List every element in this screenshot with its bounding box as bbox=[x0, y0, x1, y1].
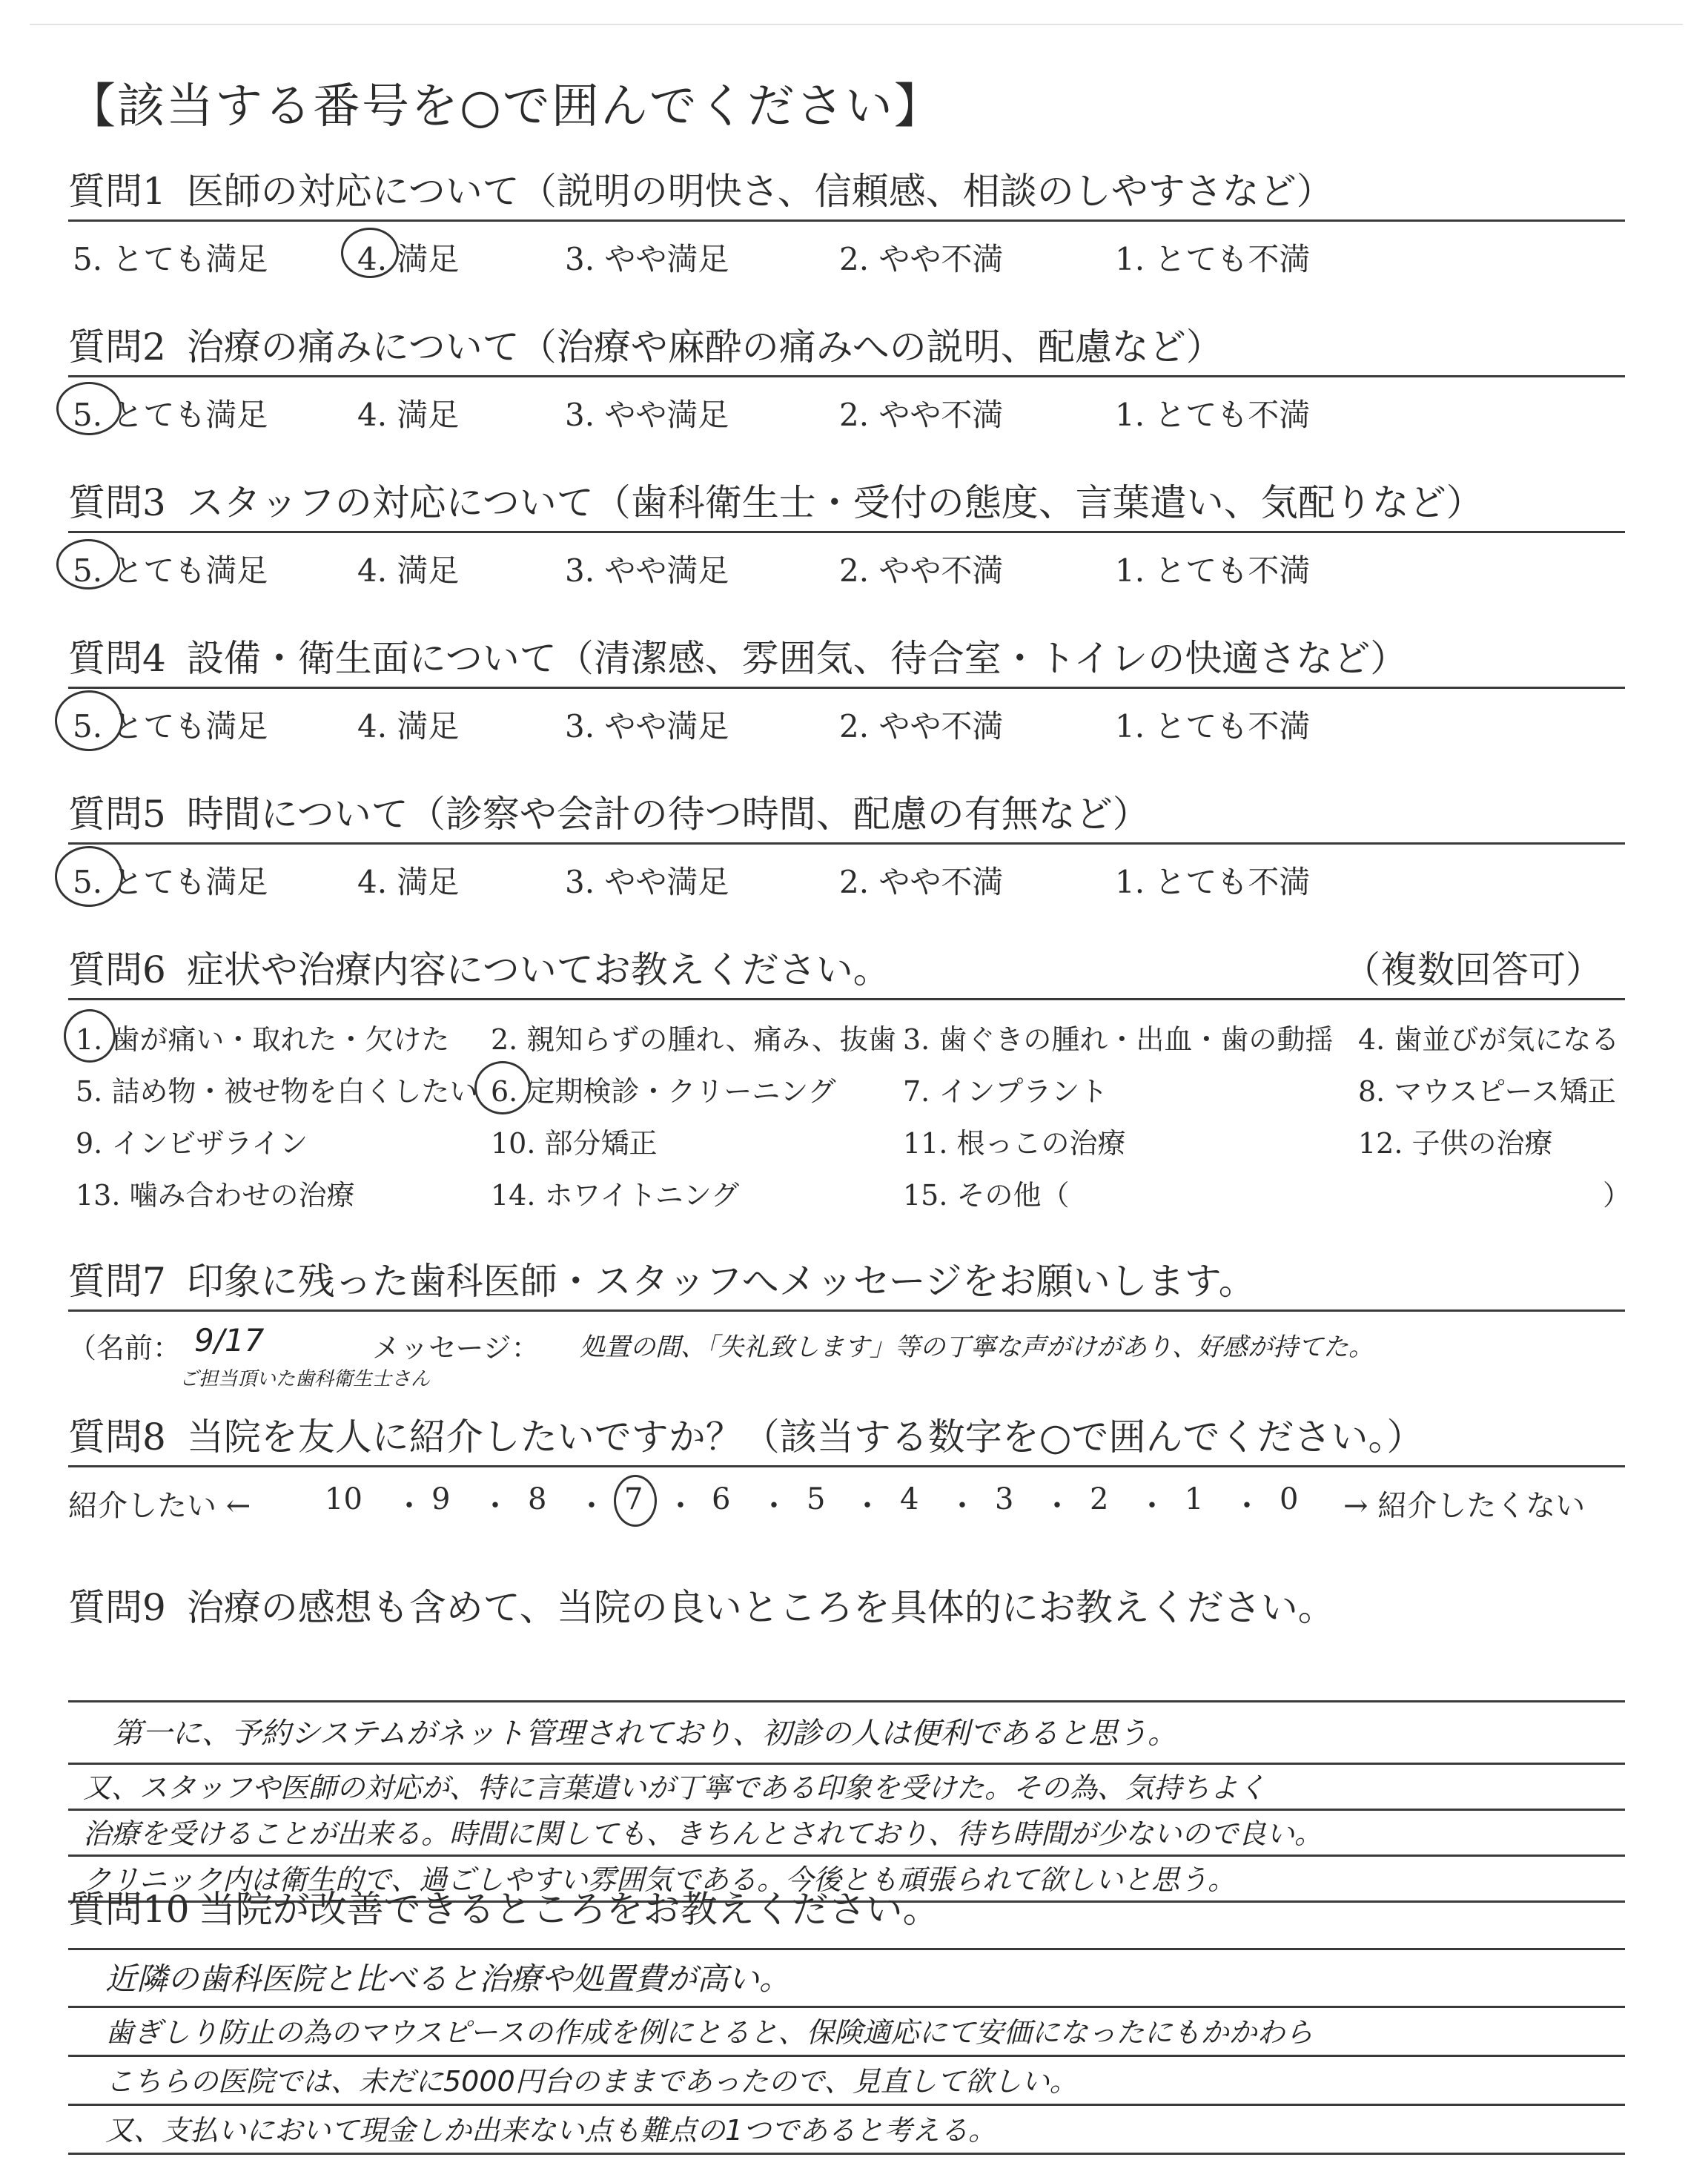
symptom-option-6[interactable]: 6. 定期検診・クリーニング bbox=[491, 1075, 836, 1108]
question-5 bbox=[68, 786, 1625, 904]
top-divider bbox=[30, 24, 1683, 25]
scale-left-label: 紹介したい ← bbox=[68, 1489, 251, 1523]
option-3[interactable]: 3. やや満足 bbox=[565, 552, 729, 589]
answer-line-2[interactable]: 又、スタッフや医師の対応が、特に言葉遣いが丁寧である印象を受けた。その為、気持ちよく bbox=[68, 1765, 1625, 1811]
scale-dot: ・ bbox=[759, 1489, 789, 1523]
scale-dot: ・ bbox=[853, 1489, 882, 1523]
scale-dot: ・ bbox=[480, 1489, 510, 1523]
option-3[interactable]: 3. やや満足 bbox=[565, 241, 729, 277]
scale-5[interactable]: 5 bbox=[807, 1482, 826, 1516]
answer-line-2[interactable]: 歯ぎしり防止の為のマウスピースの作成を例にとると、保険適応にて安価になったにもかかわら bbox=[68, 2008, 1625, 2057]
scale-dot: ・ bbox=[1042, 1489, 1072, 1523]
scale-2[interactable]: 2 bbox=[1090, 1482, 1109, 1516]
option-5[interactable]: 5. とても満足 bbox=[73, 241, 268, 277]
option-2[interactable]: 2. やや不満 bbox=[839, 552, 1004, 589]
option-4[interactable]: 4. 満足 bbox=[357, 708, 460, 744]
option-1[interactable]: 1. とても不満 bbox=[1115, 241, 1311, 277]
answer-lines bbox=[68, 1935, 1625, 2158]
option-4[interactable]: 4. 満足 bbox=[357, 552, 460, 589]
question-9 bbox=[68, 1579, 1625, 1910]
answer-line-1[interactable]: 近隣の歯科医院と比べると治療や処置費が高い。 bbox=[68, 1950, 1625, 2008]
scale-6[interactable]: 6 bbox=[712, 1482, 731, 1516]
answer-line-4[interactable]: クリニック内は衛生的で、過ごしやすい雰囲気である。今後とも頑張られて欲しいと思う。 bbox=[68, 1857, 1625, 1903]
option-2[interactable]: 2. やや不満 bbox=[839, 241, 1004, 277]
recommend-scale bbox=[68, 1467, 1625, 1534]
question-number: 質問5 bbox=[68, 793, 166, 836]
question-1 bbox=[68, 163, 1625, 281]
scale-dot: ・ bbox=[394, 1489, 424, 1523]
page-title: 【該当する番号を○で囲んでください】 bbox=[68, 79, 943, 134]
question-text: 時間について（診察や会計の待つ時間、配慮の有無など） bbox=[186, 793, 1150, 836]
scale-dot: ・ bbox=[947, 1489, 977, 1523]
message-text[interactable]: 処置の間、「失礼致します」等の丁寧な声がけがあり、好感が持てた。 bbox=[580, 1332, 1374, 1362]
scale-7[interactable]: 7 bbox=[624, 1482, 643, 1516]
symptom-option-4[interactable]: 4. 歯並びが気になる bbox=[1358, 1023, 1620, 1056]
scale-dot: ・ bbox=[577, 1489, 606, 1523]
answer-line-1[interactable]: 第一に、予約システムがネット管理されており、初診の人は便利であると思う。 bbox=[68, 1702, 1625, 1765]
question-text: 治療の痛みについて（治療や麻酔の痛みへの説明、配慮など） bbox=[186, 326, 1223, 369]
name-value[interactable]: 9/17 bbox=[194, 1322, 265, 1358]
answer-line-4[interactable]: 又、支払いにおいて現金しか出来ない点も難点の1つであると考える。 bbox=[68, 2106, 1625, 2155]
option-2[interactable]: 2. やや不満 bbox=[839, 864, 1004, 900]
symptom-option-1[interactable]: 1. 歯が痛い・取れた・欠けた bbox=[76, 1023, 450, 1056]
question-text: 印象に残った歯科医師・スタッフへメッセージをお願いします。 bbox=[186, 1260, 1256, 1303]
option-4[interactable]: 4. 満足 bbox=[357, 241, 460, 277]
symptom-option-14[interactable]: 14. ホワイトニング bbox=[491, 1179, 740, 1212]
symptom-option-15[interactable]: 15. その他（ bbox=[903, 1179, 1070, 1212]
question-7 bbox=[68, 1253, 1625, 1390]
option-3[interactable]: 3. やや満足 bbox=[565, 864, 729, 900]
symptom-option-9[interactable]: 9. インビザライン bbox=[76, 1127, 308, 1160]
question-text: 医師の対応について（説明の明快さ、信頼感、相談のしやすさなど） bbox=[186, 170, 1334, 213]
question-text: 当院を友人に紹介したいですか？（該当する数字を○で囲んでください。） bbox=[186, 1416, 1424, 1459]
question-number: 質問3 bbox=[68, 481, 166, 524]
message-label: メッセージ： bbox=[372, 1332, 540, 1364]
other-close-paren: ） bbox=[1603, 1179, 1632, 1212]
symptom-option-13[interactable]: 13. 噛み合わせの治療 bbox=[76, 1179, 355, 1212]
option-3[interactable]: 3. やや満足 bbox=[565, 397, 729, 433]
scale-dot: ・ bbox=[1232, 1489, 1262, 1523]
question-6 bbox=[68, 942, 1632, 1215]
question-number: 質問1 bbox=[68, 170, 166, 213]
multiple-answer-note: （複数回答可） bbox=[1343, 948, 1603, 991]
question-8 bbox=[68, 1409, 1625, 1534]
question-number: 質問4 bbox=[68, 637, 166, 680]
question-4 bbox=[68, 630, 1625, 748]
scale-0[interactable]: 0 bbox=[1280, 1482, 1299, 1516]
scale-right-label: → 紹介したくない bbox=[1343, 1489, 1586, 1523]
symptom-option-11[interactable]: 11. 根っこの治療 bbox=[903, 1127, 1126, 1160]
symptom-option-2[interactable]: 2. 親知らずの腫れ、痛み、抜歯 bbox=[491, 1023, 896, 1056]
option-3[interactable]: 3. やや満足 bbox=[565, 708, 729, 744]
option-1[interactable]: 1. とても不満 bbox=[1115, 864, 1311, 900]
question-number: 質問9 bbox=[68, 1586, 166, 1629]
symptom-option-3[interactable]: 3. 歯ぐきの腫れ・出血・歯の動揺 bbox=[903, 1023, 1334, 1056]
option-5[interactable]: 5. とても満足 bbox=[73, 864, 268, 900]
scale-dot: ・ bbox=[666, 1489, 695, 1523]
symptom-option-10[interactable]: 10. 部分矯正 bbox=[491, 1127, 658, 1160]
question-text: スタッフの対応について（歯科衛生士・受付の態度、言葉遣い、気配りなど） bbox=[186, 481, 1483, 524]
symptom-option-5[interactable]: 5. 詰め物・被せ物を白くしたい bbox=[76, 1075, 478, 1108]
symptom-option-7[interactable]: 7. インプラント bbox=[903, 1075, 1108, 1108]
option-4[interactable]: 4. 満足 bbox=[357, 397, 460, 433]
answer-line-3[interactable]: 治療を受けることが出来る。時間に関しても、きちんとされており、待ち時間が少ないので良い。 bbox=[68, 1811, 1625, 1857]
symptom-option-8[interactable]: 8. マウスピース矯正 bbox=[1358, 1075, 1616, 1108]
question-number: 質問10 bbox=[68, 1888, 190, 1931]
answer-lines bbox=[68, 1636, 1625, 1910]
question-number: 質問8 bbox=[68, 1416, 166, 1459]
name-note: ご担当頂いた歯科衛生士さん bbox=[179, 1368, 431, 1390]
question-10 bbox=[68, 1883, 1625, 2158]
option-1[interactable]: 1. とても不満 bbox=[1115, 708, 1311, 744]
option-4[interactable]: 4. 満足 bbox=[357, 864, 460, 900]
scale-9[interactable]: 9 bbox=[431, 1482, 451, 1516]
scale-8[interactable]: 8 bbox=[528, 1482, 547, 1516]
scale-10[interactable]: 10 bbox=[325, 1482, 363, 1516]
question-number: 質問2 bbox=[68, 326, 166, 369]
option-5[interactable]: 5. とても満足 bbox=[73, 708, 268, 744]
option-2[interactable]: 2. やや不満 bbox=[839, 397, 1004, 433]
scale-4[interactable]: 4 bbox=[900, 1482, 919, 1516]
question-text: 治療の感想も含めて、当院の良いところを具体的にお教えください。 bbox=[186, 1586, 1335, 1629]
question-2 bbox=[68, 319, 1625, 437]
option-2[interactable]: 2. やや不満 bbox=[839, 708, 1004, 744]
answer-line-3[interactable]: こちらの医院では、未だに5000円台のままであったので、見直して欲しい。 bbox=[68, 2057, 1625, 2106]
question-text: 症状や治療内容についてお教えください。 bbox=[186, 948, 890, 991]
option-1[interactable]: 1. とても不満 bbox=[1115, 397, 1311, 433]
option-5[interactable]: 5. とても満足 bbox=[73, 397, 268, 433]
scale-dot: ・ bbox=[1137, 1489, 1167, 1523]
question-number: 質問7 bbox=[68, 1260, 166, 1303]
question-text: 設備・衛生面について（清潔感、雰囲気、待合室・トイレの快適さなど） bbox=[186, 637, 1408, 680]
question-number: 質問6 bbox=[68, 948, 166, 991]
option-5[interactable]: 5. とても満足 bbox=[73, 552, 268, 589]
name-label: （名前： bbox=[68, 1332, 182, 1364]
option-1[interactable]: 1. とても不満 bbox=[1115, 552, 1311, 589]
scale-1[interactable]: 1 bbox=[1185, 1482, 1204, 1516]
question-3 bbox=[68, 475, 1625, 592]
symptom-option-12[interactable]: 12. 子供の治療 bbox=[1358, 1127, 1553, 1160]
question-text: 当院が改善できるところをお教えください。 bbox=[198, 1888, 940, 1931]
scale-3[interactable]: 3 bbox=[995, 1482, 1014, 1516]
